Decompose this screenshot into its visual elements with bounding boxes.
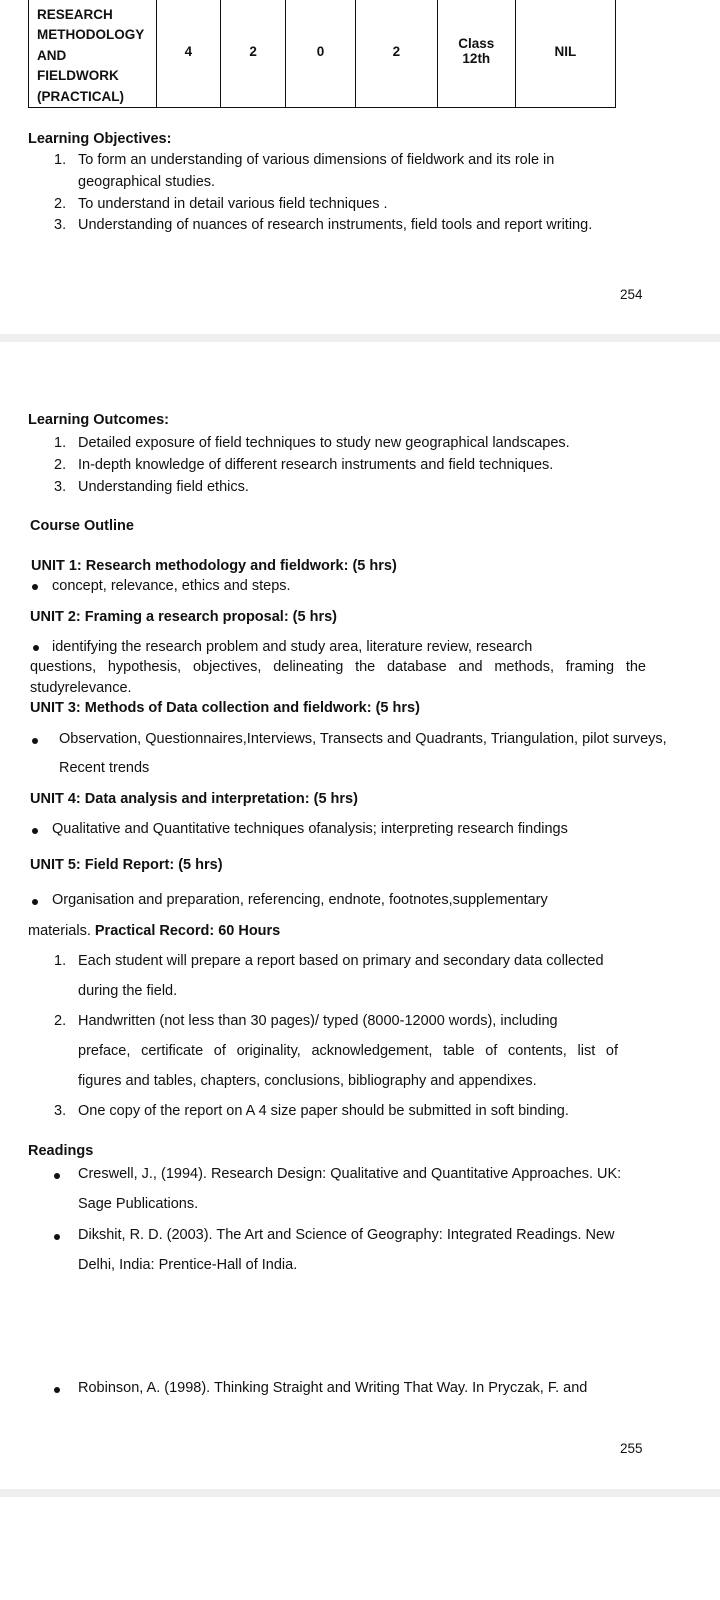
practical-record-heading: Practical Record: 60 Hours — [94, 923, 281, 939]
unit-4-heading: UNIT 4: Data analysis and interpretation: (5 hrs) — [30, 791, 358, 807]
list-item: Organisation and preparation, referencing, endnote, footnotes,supplementary — [52, 892, 548, 908]
tutorial-cell: 0 — [286, 0, 356, 108]
reading-item: Dikshit, R. D. (2003). The Art and Science of Geography: Integrated Readings. New — [78, 1227, 615, 1243]
bullet-icon — [54, 1234, 60, 1240]
list-item: concept, relevance, ethics and steps. — [52, 578, 291, 594]
list-item-number: 2. — [54, 457, 67, 473]
list-item-continued — [28, 923, 280, 939]
list-item: figures and tables, chapters, conclusions, bibliography and appendixes. — [78, 1073, 537, 1089]
page-separator — [0, 334, 720, 342]
unit-hours: : (5 hrs) — [366, 700, 420, 716]
unit-2-heading: UNIT 2: Framing a research proposal: (5 hrs) — [30, 609, 337, 625]
readings-heading: Readings — [28, 1143, 94, 1159]
learning-outcomes-heading: Learning Outcomes: — [28, 412, 169, 428]
bullet-icon — [33, 645, 39, 651]
list-item: Observation, Questionnaires,Interviews, Transects and Quadrants, Triangulation, pilot surveys, — [59, 731, 667, 747]
eligibility-cell — [437, 0, 515, 108]
list-item-number: 3. — [54, 1103, 67, 1119]
list-item: To understand in detail various field techniques . — [78, 196, 388, 212]
unit-hours: : (5 hrs) — [343, 558, 397, 574]
unit-title: UNIT 1: Research methodology and fieldwork — [31, 558, 344, 574]
list-item: One copy of the report on A 4 size paper should be submitted in soft binding. — [78, 1103, 569, 1119]
eligibility-line: Class — [458, 36, 495, 51]
list-item-number: 3. — [54, 217, 67, 233]
page-separator — [0, 1489, 720, 1497]
unit-1-heading — [31, 558, 397, 574]
list-item: questions, hypothesis, objectives, delineating the database and methods, framing the — [30, 659, 646, 675]
list-item: preface, certificate of originality, acknowledgement, table of contents, list of — [78, 1043, 618, 1059]
list-item: Understanding field ethics. — [78, 479, 249, 495]
list-item: Each student will prepare a report based on primary and secondary data collected — [78, 953, 604, 969]
bullet-icon — [32, 738, 38, 744]
reading-item: Creswell, J., (1994). Research Design: Qualitative and Quantitative Approaches. UK: — [78, 1166, 622, 1182]
learning-objectives-heading: Learning Objectives: — [28, 131, 172, 147]
bullet-icon — [54, 1387, 60, 1393]
list-item-number: 2. — [54, 196, 67, 212]
list-item: Understanding of nuances of research instruments, field tools and report writing. — [78, 217, 593, 233]
course-title-cell — [29, 0, 157, 108]
list-item-number: 1. — [54, 953, 67, 969]
course-title-line: FIELDWORK — [37, 68, 119, 83]
list-item: studyrelevance. — [30, 680, 132, 696]
prerequisite-cell: NIL — [515, 0, 615, 108]
unit-title: UNIT 3: Methods of Data collection and fieldwork — [30, 700, 367, 716]
table-row — [29, 0, 616, 108]
course-title-line: METHODOLOGY — [37, 27, 145, 42]
credits-cell: 4 — [156, 0, 221, 108]
bullet-icon — [54, 1173, 60, 1179]
course-outline-heading: Course Outline — [30, 518, 134, 534]
course-title-line: AND — [37, 47, 67, 63]
course-title-line: (PRACTICAL) — [37, 88, 124, 104]
list-item: Detailed exposure of field techniques to study new geographical landscapes. — [78, 435, 570, 451]
list-item-number: 2. — [54, 1013, 67, 1029]
list-item: To form an understanding of various dimensions of fieldwork and its role in — [78, 152, 555, 168]
lecture-cell: 2 — [221, 0, 286, 108]
list-item: during the field. — [78, 983, 178, 999]
reading-item: Robinson, A. (1998). Thinking Straight and Writing That Way. In Pryczak, F. and — [78, 1380, 588, 1396]
list-item-number: 1. — [54, 152, 67, 168]
practical-cell: 2 — [355, 0, 437, 108]
list-item: Qualitative and Quantitative techniques ofanalysis; interpreting research findings — [52, 821, 568, 837]
list-item: In-depth knowledge of different research instruments and field techniques. — [78, 457, 554, 473]
reading-item: Sage Publications. — [78, 1196, 199, 1212]
bullet-icon — [32, 584, 38, 590]
eligibility-line: 12th — [462, 51, 491, 66]
course-title-line: RESEARCH — [37, 6, 113, 22]
page-number: 254 — [620, 287, 643, 302]
reading-item: Delhi, India: Prentice-Hall of India. — [78, 1257, 298, 1273]
page-number: 255 — [620, 1441, 643, 1456]
list-item-number: 1. — [54, 435, 67, 451]
list-item: identifying the research problem and study area, literature review, research — [52, 639, 533, 655]
unit-5-heading: UNIT 5: Field Report: (5 hrs) — [30, 857, 223, 873]
list-item: geographical studies. — [78, 174, 216, 190]
bullet-icon — [32, 828, 38, 834]
unit-3-heading — [30, 700, 420, 716]
list-item: Handwritten (not less than 30 pages)/ typed (8000-12000 words), including — [78, 1013, 558, 1029]
course-table — [28, 0, 616, 108]
list-item-number: 3. — [54, 479, 67, 495]
list-item: materials. — [28, 923, 95, 939]
list-item: Recent trends — [59, 760, 150, 776]
bullet-icon — [32, 899, 38, 905]
